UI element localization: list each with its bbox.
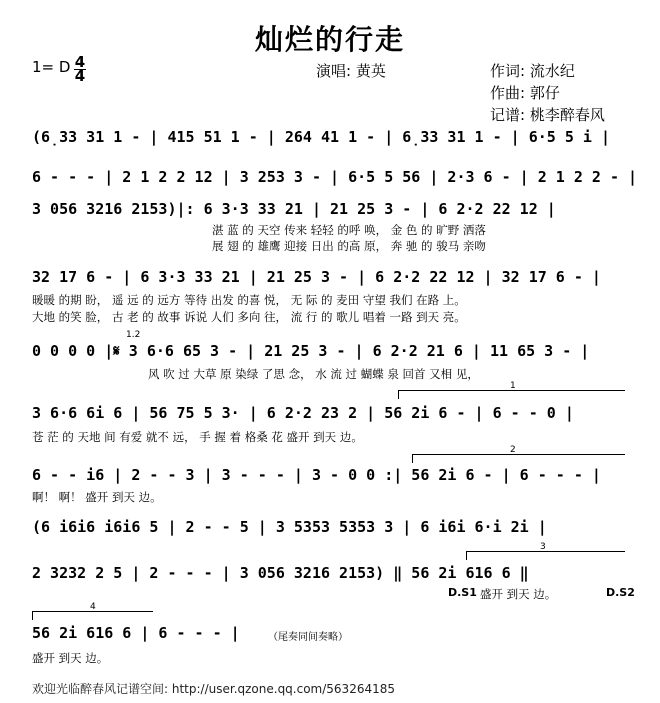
ds2-marker: D.S2 [606,586,635,599]
time-signature [74,53,86,85]
score-row: 32 17 6 - | 6 3·3 33 21 | 21 25 3 - | 6 2·2 22 12 | 32 17 6 - | [32,268,601,286]
volta-bracket [398,390,625,399]
score-row: (6̣33 31 1 - | 415 51 1 - | 264 41 1 - | 6̣33 31 1 - | 6·5 5 i | [32,128,610,146]
lyric-line: 暖暖 的期 盼， 遥 远 的 远方 等待 出发 的喜 悦， 无 际 的 麦田 守望 我们 在路 上。 [32,293,466,307]
lyric-line: 大地 的笑 脸， 古 老 的 故事 诉说 人们 多向 往， 流 行 的 歌儿 唱着 一路 到天 亮。 [32,310,466,324]
lyric-line: 风 吹 过 大草 原 染绿 了思 念， 水 流 过 蝴蝶 泉 回首 又相 见， [148,367,479,381]
composer-credit: 作曲: 郭仔 [490,84,560,102]
score-row: 3 6·6 6i 6 | 56 75 5 3· | 6 2·2 23 2 | 56 2i 6 - | 6 - - 0 | [32,404,574,422]
score-row: 56 2i 616 6 | 6 - - - | [32,624,240,642]
lyric-line: 湛 蓝 的 天空 传来 轻轻 的呼 唤， 金 色 的 旷野 洒落 [212,223,486,237]
volta-number: 2 [510,445,516,455]
score-row: 3 056 3216 2153)|: 6 3·3 33 21 | 21 25 3 - | 6 2·2 22 12 | [32,200,556,218]
lyricist-credit: 作词: 流水纪 [490,62,575,80]
lyric-line: 盛开 到天 边。 [32,651,109,665]
ending-note: （尾奏同间奏略） [268,632,348,643]
lyric-line: 啊！ 啊！ 盛开 到天 边。 [32,490,162,504]
score-row: (6 i6i6 i6i6 5 | 2 - - 5 | 3 5353 5353 3 | 6 i6i 6·i 2i | [32,518,547,536]
volta-bracket [412,454,625,463]
lyric-line: 展 翅 的 雄鹰 迎接 日出 的高 原， 奔 驰 的 骏马 亲吻 [212,239,486,253]
score-row: 6 - - - | 2 1 2 2 12 | 3 253 3 - | 6·5 5 56 | 2·3 6 - | 2 1 2 2 - | [32,168,638,186]
volta-number: 3 [540,542,546,552]
transcriber-credit: 记谱: 桃李醉春风 [490,106,605,124]
volta-number: 1.2 [126,330,141,340]
key-label: 1= D [32,58,71,76]
time-bottom: 4 [74,67,86,85]
volta-bracket [32,611,153,620]
volta-bracket [466,551,625,560]
key-signature [32,58,70,76]
score-row: 6 - - i6 | 2 - - 3 | 3 - - - | 3 - 0 0 :| 56 2i 6 - | 6 - - - | [32,466,601,484]
score-row: 2 3232 2 5 | 2 - - - | 3 056 3216 2153) ‖ 56 2i 616 6 ‖ [32,564,529,582]
lyric-line: 盛开 到天 边。 [480,587,557,601]
volta-number: 4 [90,602,96,612]
singer-credit: 演唱: 黄英 [316,62,386,80]
volta-number: 1 [510,381,516,391]
footer-text: 欢迎光临醉春风记谱空间: http://user.qzone.qq.com/563264185 [32,682,396,696]
lyric-line: 苍 茫 的 天地 间 有爱 就不 远， 手 握 着 格桑 花 盛开 到天 边。 [32,430,363,444]
time-top: 4 [74,53,86,71]
score-row: 0 0 0 0 |𝄋 3 6·6 65 3 - | 21 25 3 - | 6 2·2 21 6 | 11 65 3 - | [32,342,590,360]
ds1-marker: D.S1 [448,586,477,599]
song-title: 灿烂的行走 [254,23,405,56]
